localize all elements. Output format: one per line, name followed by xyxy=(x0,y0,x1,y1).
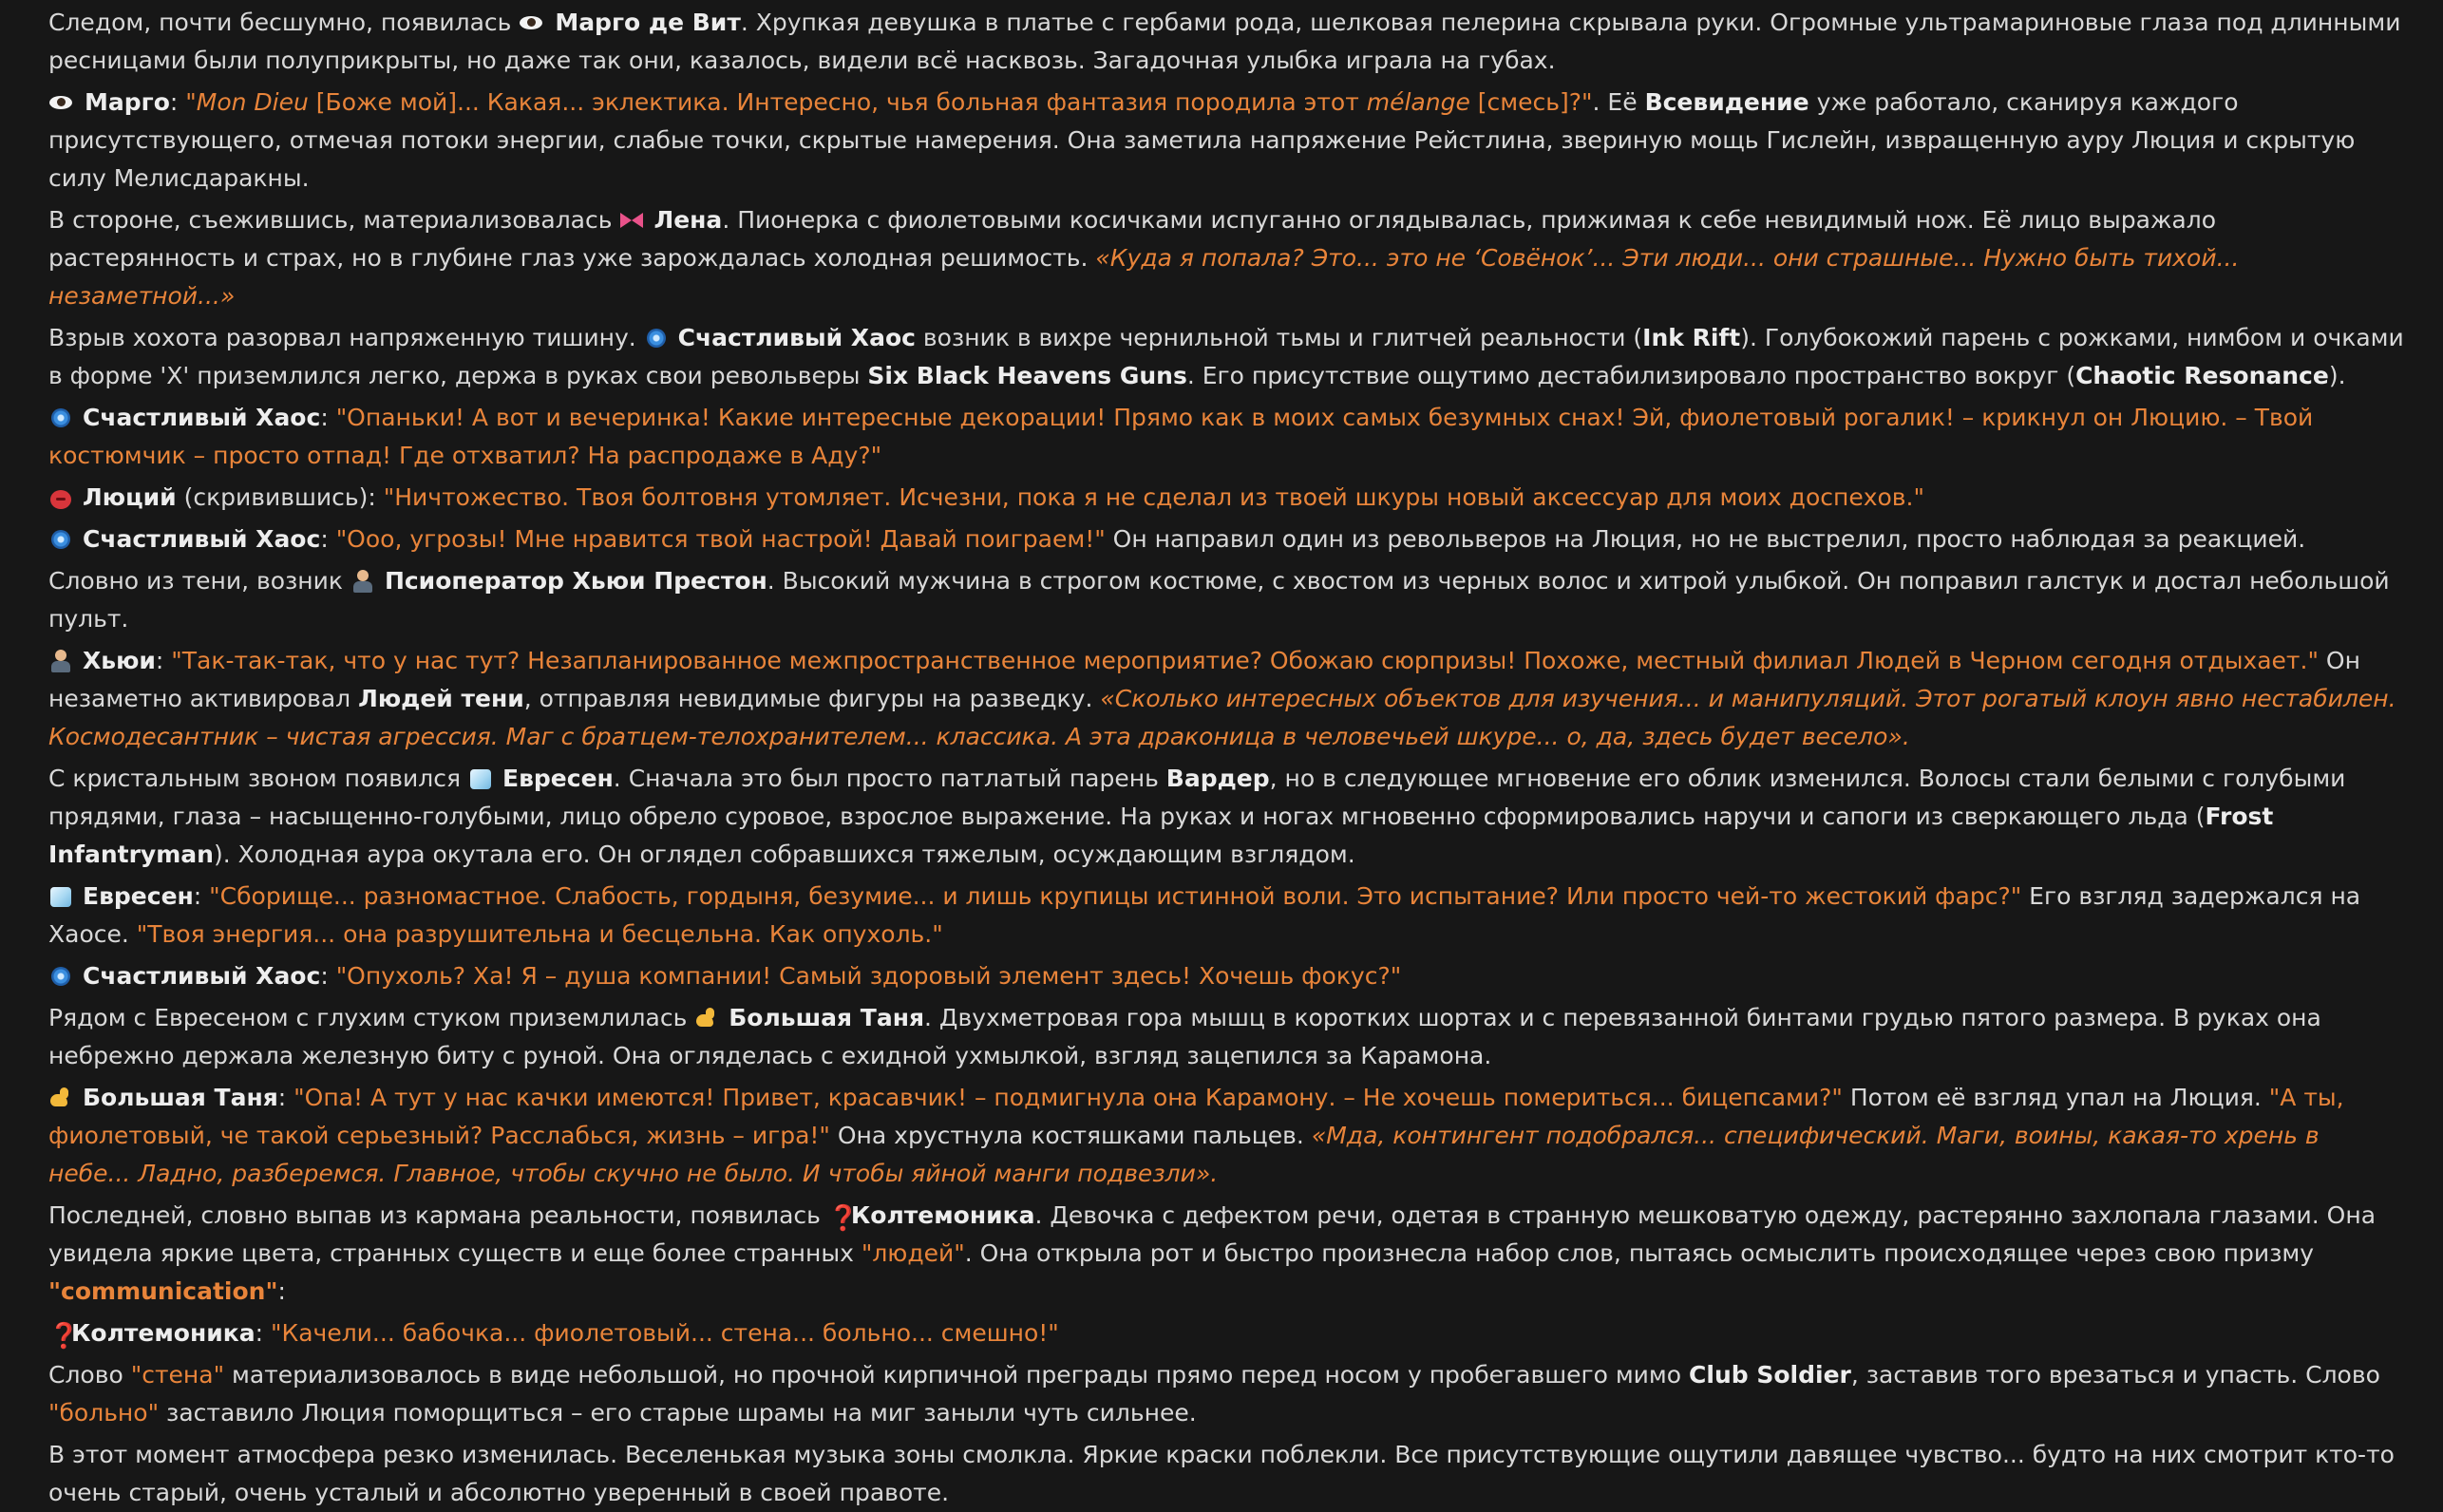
character-name: Псиоператор Хьюи Престон xyxy=(384,567,767,595)
item-name: Six Black Heavens Guns xyxy=(867,362,1187,389)
chaos-icon xyxy=(644,326,669,350)
quote: "Ооо, угрозы! Мне нравится твой настрой! Давай поиграем!" xyxy=(335,525,1106,553)
narration-paragraph: В этот момент атмосфера резко изменилась. Веселенькая музыка зоны смолкла. Яркие краски поблекли. Все присутствующие ощутили давящее чувство... будто на них смотрит кто-то очень старый, очень усталый и абсолютно уверенный в своей правоте. xyxy=(48,1441,2395,1506)
quote: "Так-так-так, что у нас тут? Незапланированное межпространственное мероприятие? Обожаю сюрпризы! Похоже, местный филиал Людей в Черном сегодня отдыхает." xyxy=(171,647,2319,674)
ice-icon xyxy=(468,766,493,791)
quote: "Опухоль? Ха! Я – душа компании! Самый здоровый элемент здесь! Хочешь фокус?" xyxy=(335,962,1402,990)
chat-log xyxy=(48,4,2405,1512)
devil-icon xyxy=(48,485,73,510)
thought: «Мда, контингент подобрался... специфический. Маги, воины, какая-то хрень в небе... Ладно, разберемся. Главное, чтобы скучно не было. И чтобы яйной манги подвезли». xyxy=(48,1122,2320,1187)
eye-icon xyxy=(48,90,75,115)
narration-paragraph: Взрыв хохота разорвал напряженную тишину. Счастливый Хаос возник в вихре чернильной тьмы и глитчей реальности (Ink Rift). Голубокожий парень с рожками, нимбом и очками в форме 'X' приземлился легко, держа в руках свои револьверы Six Black Heavens Guns. Его присутствие ощутимо дестабилизировало пространство вокруг (Chaotic Resonance). xyxy=(48,324,2404,389)
quote: "Опаньки! А вот и вечеринка! Какие интересные декорации! Прямо как в моих самых безумных снах! Эй, фиолетовый рогалик! – крикнул он Люцию. – Твой костюмчик – просто отпад! Где отхватил? На распродаже в Аду?" xyxy=(48,404,2314,469)
character-name: Евресен xyxy=(502,765,614,792)
dialogue-paragraph: Марго: "Mon Dieu [Боже мой]... Какая... эклектика. Интересно, чья больная фантазия породила этот mélange [смесь]?". Её Всевидение уже работало, сканируя каждого присутствующего, отмечая потоки энергии, слабые точки, скрытые намерения. Она заметила напряжение Рейстлина, звериную мощь Гислейн, извращенную ауру Люция и скрытую силу Мелисдаракны. xyxy=(48,88,2356,192)
narration-paragraph: Следом, почти бесшумно, появилась Марго де Вит. Хрупкая девушка в платье с гербами рода, шелковая пелерина скрывала руки. Огромные ультрамариновые глаза под длинными ресницами были полуприкрыты, но даже так они, казалось, видели всё насквозь. Загадочная улыбка играла на губах. xyxy=(48,9,2401,74)
speaker-name: Большая Таня xyxy=(83,1084,278,1111)
dialogue-paragraph: Хьюи: "Так-так-так, что у нас тут? Незапланированное межпространственное мероприятие? Обожаю сюрпризы! Похоже, местный филиал Людей в Черном сегодня отдыхает." Он незаметно активировал Людей тени, отправляя невидимые фигуры на разведку. «Сколько интересных объектов для изучения... и манипуляций. Этот рогатый клоун явно нестабилен. Космодесантник – чистая агрессия. Маг с братцем-телохранителем... классика. А эта драконица в человечьей шкуре... о, да, здесь будет весело». xyxy=(48,647,2396,750)
dialogue-paragraph: Большая Таня: "Опа! А тут у нас качки имеются! Привет, красавчик! – подмигнула она Карамону. – Не хочешь помериться... бицепсами?" Потом её взгляд упал на Люция. "А ты, фиолетовый, че такой серьезный? Расслабься, жизнь – игра!" Она хрустнула костяшками пальцев. «Мда, контингент подобрался... специфический. Маги, воины, какая-то хрень в небе... Ладно, разберемся. Главное, чтобы скучно не было. И чтобы яйной манги подвезли». xyxy=(48,1084,2344,1187)
character-name: Марго де Вит xyxy=(555,9,741,36)
ability-name: Chaotic Resonance xyxy=(2075,362,2329,389)
character-name: Большая Таня xyxy=(729,1004,925,1031)
character-name: Счастливый Хаос xyxy=(677,324,916,351)
speaker-name: Счастливый Хаос xyxy=(83,404,321,431)
quote: "людей" xyxy=(861,1239,965,1267)
dialogue-paragraph: Люций (скривившись): "Ничтожество. Твоя болтовня утомляет. Исчезни, пока я не сделал из твоей шкуры новый аксессуар для моих доспехов." xyxy=(48,479,2405,517)
quote: "Твоя энергия... она разрушительна и бесцельна. Как опухоль." xyxy=(136,920,943,948)
dialogue-paragraph: Счастливый Хаос: "Ооо, угрозы! Мне нравится твой настрой! Давай поиграем!" Он направил один из револьверов на Люция, но не выстрелил, просто наблюдая за реакцией. xyxy=(48,520,2405,558)
operator-icon xyxy=(350,569,375,594)
speaker-name: Евресен xyxy=(83,882,194,910)
character-name: Лена xyxy=(653,206,723,234)
speaker-name: Счастливый Хаос xyxy=(83,525,321,553)
question-icon: ❓ xyxy=(48,1322,80,1351)
chaos-icon xyxy=(48,964,73,989)
narration-paragraph: Словно из тени, возник Псиоператор Хьюи Престон. Высокий мужчина в строгом костюме, с хвостом из черных волос и хитрой улыбкой. Он поправил галстук и достал небольшой пульт. xyxy=(48,567,2390,633)
chaos-icon xyxy=(48,406,73,430)
speaker-name: Марго xyxy=(85,88,170,116)
quote: "А ты, фиолетовый, че такой серьезный? Расслабься, жизнь – игра!" xyxy=(48,1084,2344,1149)
quote: Mon Dieu xyxy=(196,88,309,116)
eye-icon xyxy=(519,10,545,35)
bow-icon xyxy=(619,208,644,233)
character-name: Вардер xyxy=(1165,765,1270,792)
quote: [смесь]?" xyxy=(1469,88,1593,116)
dialogue-paragraph: Счастливый Хаос: "Опухоль? Ха! Я – душа компании! Самый здоровый элемент здесь! Хочешь фокус?" xyxy=(48,957,2405,995)
speaker-name: Люций xyxy=(83,483,177,511)
character-name: Club Soldier xyxy=(1689,1361,1851,1389)
narration-paragraph: В стороне, съежившись, материализовалась Лена. Пионерка с фиолетовыми косичками испуганно оглядывалась, прижимая к себе невидимый нож. Её лицо выражало растерянность и страх, но в глубине глаз уже зарождалась холодная решимость. «Куда я попала? Это... это не ‘Совёнок’... Эти люди... они страшные... Нужно быть тихой... незаметной...» xyxy=(48,206,2240,310)
bicep-icon xyxy=(694,1006,719,1030)
ability-name: Frost Infantryman xyxy=(48,803,2274,868)
character-name: Колтемоника xyxy=(850,1201,1035,1229)
question-icon: ❓ xyxy=(827,1204,860,1233)
dialogue-paragraph: ❓Колтемоника: "Качели... бабочка... фиолетовый... стена... больно... смешно!" xyxy=(48,1319,1059,1351)
ice-icon xyxy=(48,884,73,909)
dialogue-paragraph: Счастливый Хаос: "Опаньки! А вот и вечеринка! Какие интересные декорации! Прямо как в моих самых безумных снах! Эй, фиолетовый рогалик! – крикнул он Люцию. – Твой костюмчик – просто отпад! Где отхватил? На распродаже в Аду?" xyxy=(48,404,2314,469)
dialogue-paragraph: Евресен: "Сборище... разномастное. Слабость, гордыня, безумие... и лишь крупицы истинной воли. Это испытание? Или просто чей-то жестокий фарс?" Его взгляд задержался на Хаосе. "Твоя энергия... она разрушительна и бесцельна. Как опухоль." xyxy=(48,882,2361,948)
quote: "Ничтожество. Твоя болтовня утомляет. Исчезни, пока я не сделал из твоей шкуры новый аксессуар для моих доспехов." xyxy=(383,483,1924,511)
thought: «Куда я попала? Это... это не ‘Совёнок’... Эти люди... они страшные... Нужно быть тихой... незаметной...» xyxy=(48,244,2240,310)
speaker-name: Колтемоника xyxy=(71,1319,256,1347)
chaos-icon xyxy=(48,527,73,552)
quote: mélange xyxy=(1366,88,1470,116)
quote: "больно" xyxy=(48,1399,160,1427)
quote: "стена" xyxy=(130,1361,225,1389)
quote: [Боже мой]... Какая... эклектика. Интересно, чья больная фантазия породила этот xyxy=(308,88,1367,116)
quote: "Качели... бабочка... фиолетовый... стена... больно... смешно!" xyxy=(270,1319,1059,1347)
narration-paragraph: Последней, словно выпав из кармана реальности, появилась ❓Колтемоника. Девочка с дефектом речи, одетая в странную мешковатую одежду, растерянно захлопала глазами. Она увидела яркие цвета, странных существ и еще более странных "людей". Она открыла рот и быстро произнесла набор слов, пытаясь осмыслить происходящее через свою призму "communication": xyxy=(48,1201,2377,1305)
speaker-name: Хьюи xyxy=(83,647,156,674)
ability-name: Людей тени xyxy=(358,685,524,712)
narration-paragraph: Рядом с Евресеном с глухим стуком приземлилась Большая Таня. Двухметровая гора мышц в коротких шортах и с перевязанной бинтами грудью пятого размера. В руках она небрежно держала железную биту с руной. Она огляделась с ехидной ухмылкой, взгляд зацепился за Карамона. xyxy=(48,1004,2321,1069)
quote: "Сборище... разномастное. Слабость, гордыня, безумие... и лишь крупицы истинной воли. Это испытание? Или просто чей-то жестокий фарс?" xyxy=(209,882,2022,910)
ability-name: Всевидение xyxy=(1644,88,1809,116)
narration-paragraph: С кристальным звоном появился Евресен. Сначала это был просто патлатый парень Вардер, но в следующее мгновение его облик изменился. Волосы стали белыми с голубыми прядями, глаза – насыщенно-голубыми, лицо обрело суровое, взрослое выражение. На руках и ногах мгновенно сформировались наручи и сапоги из сверкающего льда (Frost Infantryman). Холодная аура окутала его. Он оглядел собравшихся тяжелым, осуждающим взглядом. xyxy=(48,765,2346,868)
operator-icon xyxy=(48,649,73,673)
quote: "Опа! А тут у нас качки имеются! Привет, красавчик! – подмигнула она Карамону. – Не хочешь помериться... бицепсами?" xyxy=(294,1084,1843,1111)
narration-paragraph: Слово "стена" материализовалось в виде небольшой, но прочной кирпичной преграды прямо перед носом у пробегавшего мимо Club Soldier, заставив того врезаться и упасть. Слово "больно" заставило Люция поморщиться – его старые шрамы на миг заныли чуть сильнее. xyxy=(48,1361,2380,1427)
ability-name: Ink Rift xyxy=(1642,324,1741,351)
speaker-name: Счастливый Хаос xyxy=(83,962,321,990)
bicep-icon xyxy=(48,1086,73,1110)
quote: "communication" xyxy=(48,1277,278,1305)
quote: " xyxy=(185,88,197,116)
thought: «Сколько интересных объектов для изучения... и манипуляций. Этот рогатый клоун явно нестабилен. Космодесантник – чистая агрессия. Маг с братцем-телохранителем... классика. А эта драконица в человечьей шкуре... о, да, здесь будет весело». xyxy=(48,685,2396,750)
